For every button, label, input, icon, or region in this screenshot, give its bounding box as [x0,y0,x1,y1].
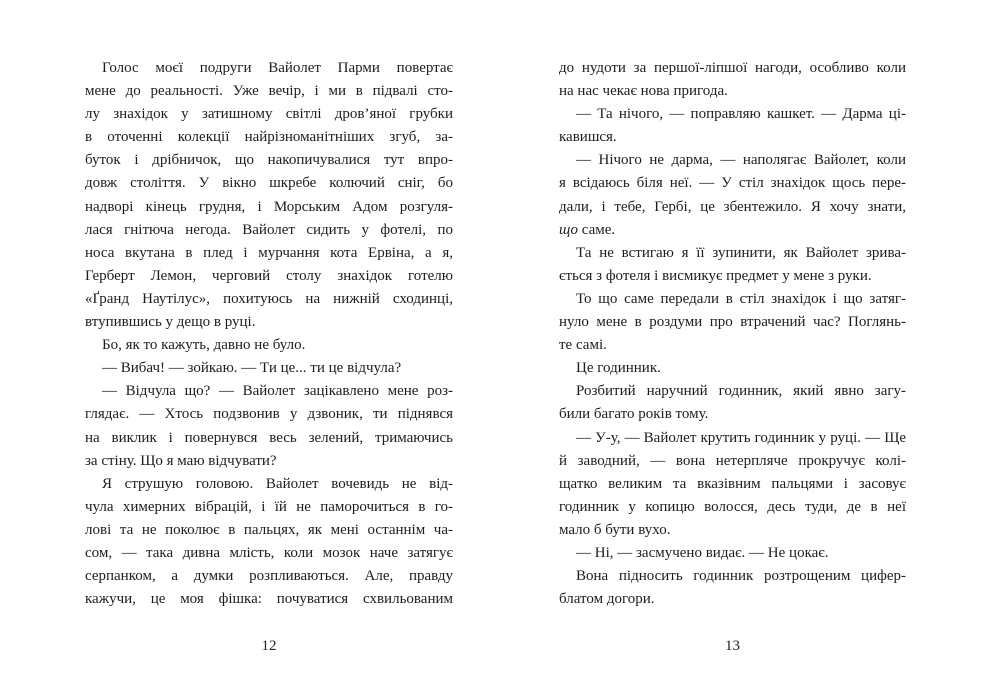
text-line: носа вкутана в плед і мурчання кота Ервіна, а я, [85,244,453,261]
text-line: втупившись у дещо в руці. [85,314,256,331]
text-line: мене до реальності. Уже вечір, і ми в підвалі сто- [85,83,453,100]
text-line: дали, і тебе, Гербі, це збентежило. Я хочу знати, [559,198,906,215]
text-line: щатко великим та вказівним пальцями і засовує [559,475,906,492]
text-line: Розбитий наручний годинник, який явно загу- [576,383,906,400]
text-line: Голос моєї подруги Вайолет Парми повертає [102,60,453,76]
text-line: блатом догори. [559,591,655,608]
text-line: Це годинник. [576,360,661,377]
text-segment: саме. [578,221,616,238]
text-line: глядає. — Хтось подзвонив у дзвоник, ти піднявся [85,406,453,423]
text-line: й заводний, — вона нетерпляче прокручує колі- [559,452,906,469]
text-line: чула химерних вібрацій, і їй не паморочиться в го- [85,498,453,515]
text-line: я всідаюсь біля неї. — У стіл знахідок щось пере- [559,175,906,192]
text-line: Герберт Лемон, черговий столу знахідок готелю [85,267,453,284]
text-line: кавишся. [559,129,617,146]
text-line: нуло мене в роздуми про втрачений час? Поглянь- [559,314,906,331]
text-line: сом, — така дивна млість, коли мозок наче затягує [85,544,453,561]
text-line: кажучи, це моя фішка: почуватися схвильованим [85,591,453,608]
text-line: лу знахідок у затишному світлі дров’яної грубки [85,106,453,123]
text-line: Та не встигаю я її зупинити, як Вайолет зрива- [576,244,906,261]
page-number-left: 12 [261,638,277,654]
text-line: Вона підносить годинник розтрощеним цифер- [576,568,906,585]
text-line: до нудоти за першої-ліпшої нагоди, особливо коли [559,60,906,76]
text-line: довж століття. У вікно шкребе колючий сніг, бо [85,175,453,192]
text-line: мало б бути вухо. [559,521,671,538]
text-line: били багато років тому. [559,406,709,423]
text-line: лові та не поколює в пальцях, як мені останнім ча- [85,521,453,538]
text-line: Бо, як то кажуть, давно не було. [102,337,306,354]
text-line: лася гнітюча негода. Вайолет сидить у фотелі, по [85,221,453,238]
text-line: Я струшую головою. Вайолет вочевидь не від- [102,475,453,492]
text-line: — Ні, — засмучено видає. — Не цокає. [576,544,829,561]
text-line: — Вибач! — зойкаю. — Ти це... ти це відчула? [102,360,402,377]
text-line: — Нічого не дарма, — наполягає Вайолет, коли [576,152,906,169]
text-line: ється з фотеля і висмикує предмет у мене з руки. [559,267,872,284]
text-line: на нас чекає нова пригода. [559,83,728,100]
page-number-right: 13 [725,638,740,654]
text-line: годинник у копицю волосся, десь туди, де в неї [559,498,906,515]
text-line: на виклик і повернувся весь зелений, тримаючись [85,429,453,446]
text-line: за стіну. Що я маю відчувати? [85,452,277,469]
text-line: буток і дрібничок, що накопичувалися тут впро- [85,152,453,169]
text-line: в оточенні колекції найрізноманітніших згуб, за- [85,129,453,146]
text-line: те самі. [559,337,607,354]
text-line [559,219,906,242]
page-left-text[interactable] [85,57,453,611]
page-right-text[interactable] [559,57,906,611]
text-line: «Ґранд Наутілус», похитуюсь на нижній сходинці, [85,290,453,307]
text-line: — Та нічого, — поправляю кашкет. — Дарма ці- [576,106,906,123]
text-line: серпанком, а думки розпливаються. Але, правду [85,568,453,585]
text-line: То що саме передали в стіл знахідок і що затяг- [576,290,906,307]
text-line: надворі кінець грудня, і Морським Адом розгуля- [85,198,453,215]
emphasized-text: що [559,221,579,238]
text-line: — Відчула що? — Вайолет зацікавлено мене роз- [102,383,453,400]
text-line: — У-у, — Вайолет крутить годинник у руці. — Ще [576,429,906,446]
